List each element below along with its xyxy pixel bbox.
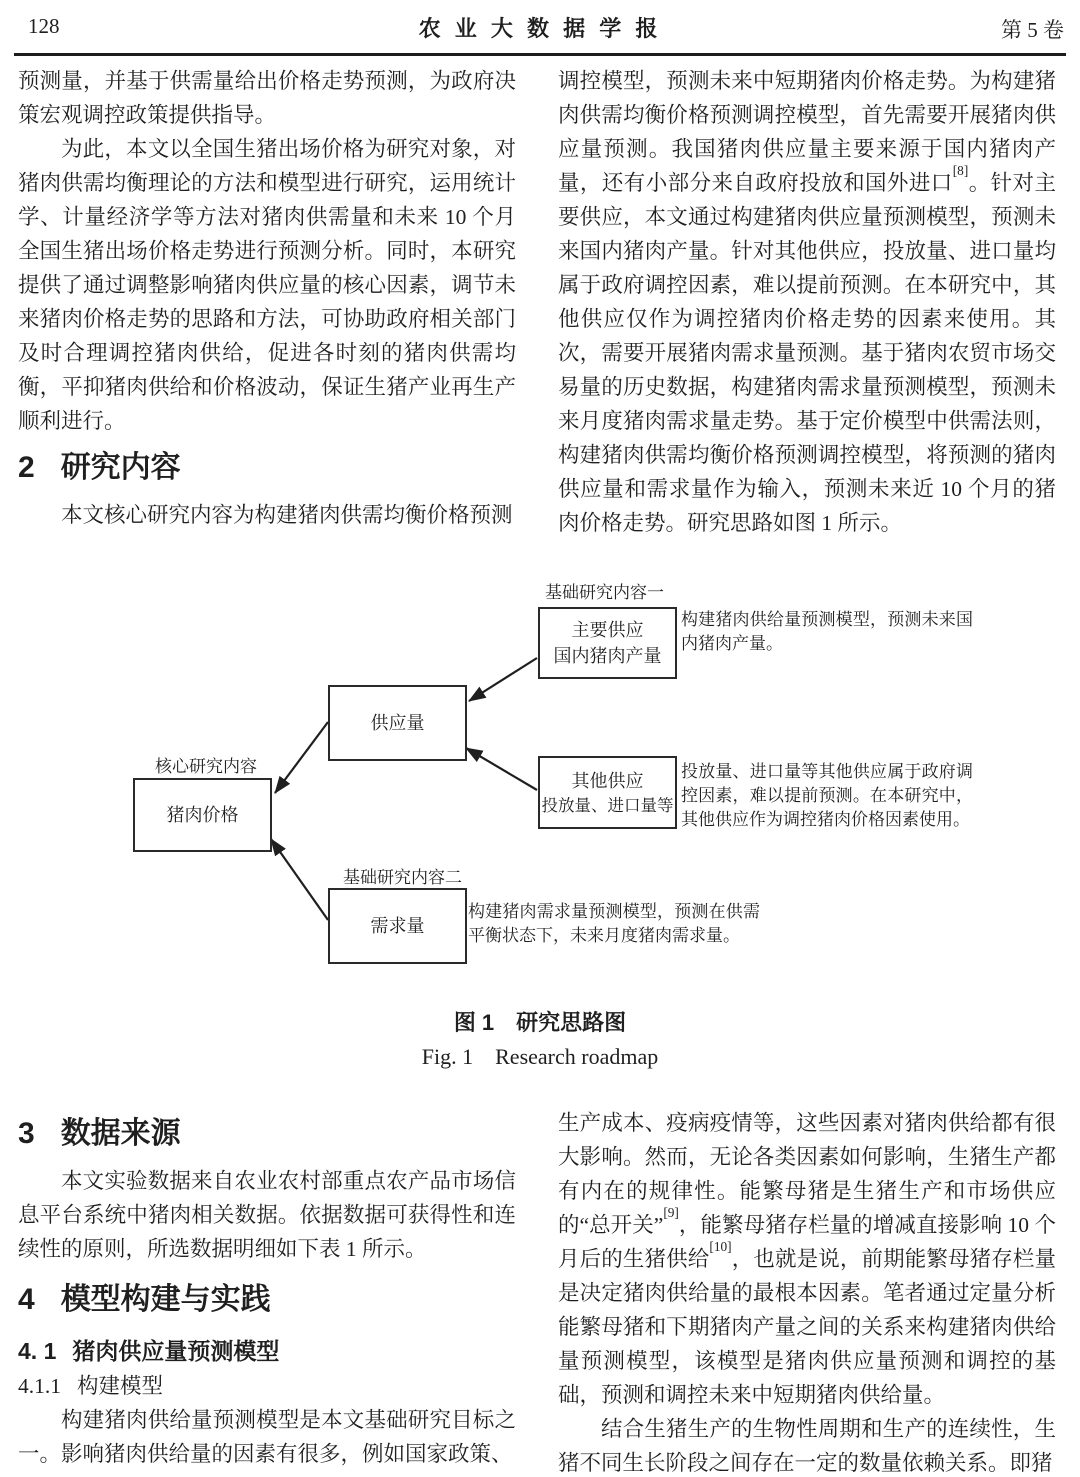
column-top-right	[558, 64, 1056, 540]
node-demand-label: 需求量	[370, 916, 425, 936]
node-main-supply-line1: 主要供应	[571, 620, 644, 640]
subsection-heading-4-1	[18, 1336, 516, 1366]
node-supply	[328, 685, 467, 761]
subsection-title: 猪肉供应量预测模型	[72, 1338, 280, 1364]
paragraph: 构建猪肉供给量预测模型是本文基础研究目标之一。影响猪肉供给量的因素有很多，例如国家政策、	[18, 1408, 516, 1466]
column-bottom-left	[18, 1106, 516, 1471]
arrow-main-supply-to-supply	[469, 658, 537, 701]
subsection-heading-4-1-1	[18, 1371, 516, 1401]
label-core-research: 核心研究内容	[155, 757, 257, 776]
section-title: 研究内容	[60, 451, 181, 484]
note-main-supply: 构建猪肉供给量预测模型，预测未来国内猪肉产量。	[681, 610, 973, 653]
journal-title: 农 业 大 数 据 学 报	[418, 16, 662, 41]
section-heading-3	[18, 1114, 516, 1154]
column-bottom-right	[558, 1106, 1056, 1477]
section-number: 3	[18, 1117, 35, 1150]
node-price	[133, 778, 272, 852]
page-number: 128	[28, 14, 60, 38]
label-basic-research-2: 基础研究内容二	[343, 868, 462, 887]
subsection-number: 4. 1	[18, 1338, 57, 1364]
node-other-supply-line1: 其他供应	[571, 770, 644, 791]
node-main-supply-line2: 国内猪肉产量	[553, 646, 662, 666]
paragraph: 预测量，并基于供需量给出价格走势预测，为政府决策宏观调控政策提供指导。	[18, 69, 516, 127]
node-other-supply	[538, 756, 677, 829]
note-other-supply: 投放量、进口量等其他供应属于政府调控因素，难以提前预测。在本研究中，其他供应作为调控猪肉价格因素使用。	[681, 762, 973, 829]
subsection-number: 4.1.1	[18, 1374, 61, 1398]
section-number: 2	[18, 451, 35, 484]
label-basic-research-1: 基础研究内容一	[545, 583, 664, 602]
node-price-label: 猪肉价格	[166, 805, 239, 825]
section-heading-4	[18, 1280, 516, 1320]
column-top-left	[18, 64, 516, 532]
figure-caption-en: Fig. 1 Research roadmap	[421, 1044, 659, 1069]
section-title: 数据来源	[60, 1117, 181, 1150]
header-rule	[14, 53, 1066, 56]
node-supply-label: 供应量	[370, 713, 425, 733]
section-title: 模型构建与实践	[60, 1283, 271, 1316]
arrow-other-supply-to-supply	[466, 748, 537, 790]
volume-label: 第 5 卷	[1001, 18, 1064, 42]
paragraph: 结合生猪生产的生物性周期和生产的连续性，生猪不同生长阶段之间存在一定的数量依赖关系。即猪	[558, 1417, 1056, 1475]
paragraph: 调控模型，预测未来中短期猪肉价格走势。为构建猪肉供需均衡价格预测调控模型，首先需要开展猪肉供应量预测。我国猪肉供应量主要来源于国内猪肉产量，还有小部分来自政府投放和国外进口[8]。针对主要供应，本文通过构建猪肉供应量预测模型，预测未来国内猪肉产量。针对其他供应，投放量、进口量均属于政府调控因素，难以提前预测。在本研究中，其他供应仅作为调控猪肉价格走势的因素来使用。其次，需要开展猪肉需求量预测。基于猪肉农贸市场交易量的历史数据，构建猪肉需求量预测模型，预测未来月度猪肉需求量走势。基于定价模型中供需法则，构建猪肉供需均衡价格预测调控模型，将预测的猪肉供应量和需求量作为输入，预测未来近 10 个月的猪肉价格走势。研究思路如图 1 所示。	[558, 69, 1056, 535]
arrow-supply-to-price	[275, 722, 328, 793]
node-other-supply-line2: 投放量、进口量等	[541, 795, 674, 815]
paragraph: 生产成本、疫病疫情等，这些因素对猪肉供给都有很大影响。然而，无论各类因素如何影响，生猪生产都有内在的规律性。能繁母猪是生猪生产和市场供应的“总开关”[9]，能繁母猪存栏量的增减直接影响 10 个月后的生猪供给[10]，也就是说，前期能繁母猪存栏量是决定猪肉供给量的最根本因素。笔者通过定量分析能繁母猪和下期猪肉产量之间的关系来构建猪肉供给量预测模型，该模型是猪肉供应量预测和调控的基础，预测和调控未来中短期猪肉供给量。	[558, 1111, 1056, 1407]
paragraph: 本文实验数据来自农业农村部重点农产品市场信息平台系统中猪肉相关数据。依据数据可获得性和连续性的原则，所选数据明细如下表 1 所示。	[18, 1169, 516, 1261]
figure-caption-zh: 图 1 研究思路图	[453, 1010, 627, 1035]
paragraph: 为此，本文以全国生猪出场价格为研究对象，对猪肉供需均衡理论的方法和模型进行研究，运用统计学、计量经济学等方法对猪肉供需量和未来 10 个月全国生猪出场价格走势进行预测分析。同时，本研究提供了通过调整影响猪肉供应量的核心因素，调节未来猪肉价格走势的思路和方法，可协助政府相关部门及时合理调控猪肉供给，促进各时刻的猪肉供需均衡，平抑猪肉供给和价格波动，保证生猪产业再生产顺利进行。	[18, 137, 516, 433]
paragraph: 本文核心研究内容为构建猪肉供需均衡价格预测	[61, 503, 513, 527]
arrow-demand-to-price	[271, 839, 328, 920]
section-heading-2	[18, 448, 516, 488]
note-demand: 构建猪肉需求量预测模型，预测在供需平衡状态下，未来月度猪肉需求量。	[468, 902, 760, 945]
node-demand	[328, 888, 467, 964]
figure-1-research-roadmap	[0, 560, 1080, 1020]
node-main-supply	[538, 607, 677, 679]
section-number: 4	[18, 1283, 35, 1316]
subsection-title: 构建模型	[77, 1374, 164, 1398]
